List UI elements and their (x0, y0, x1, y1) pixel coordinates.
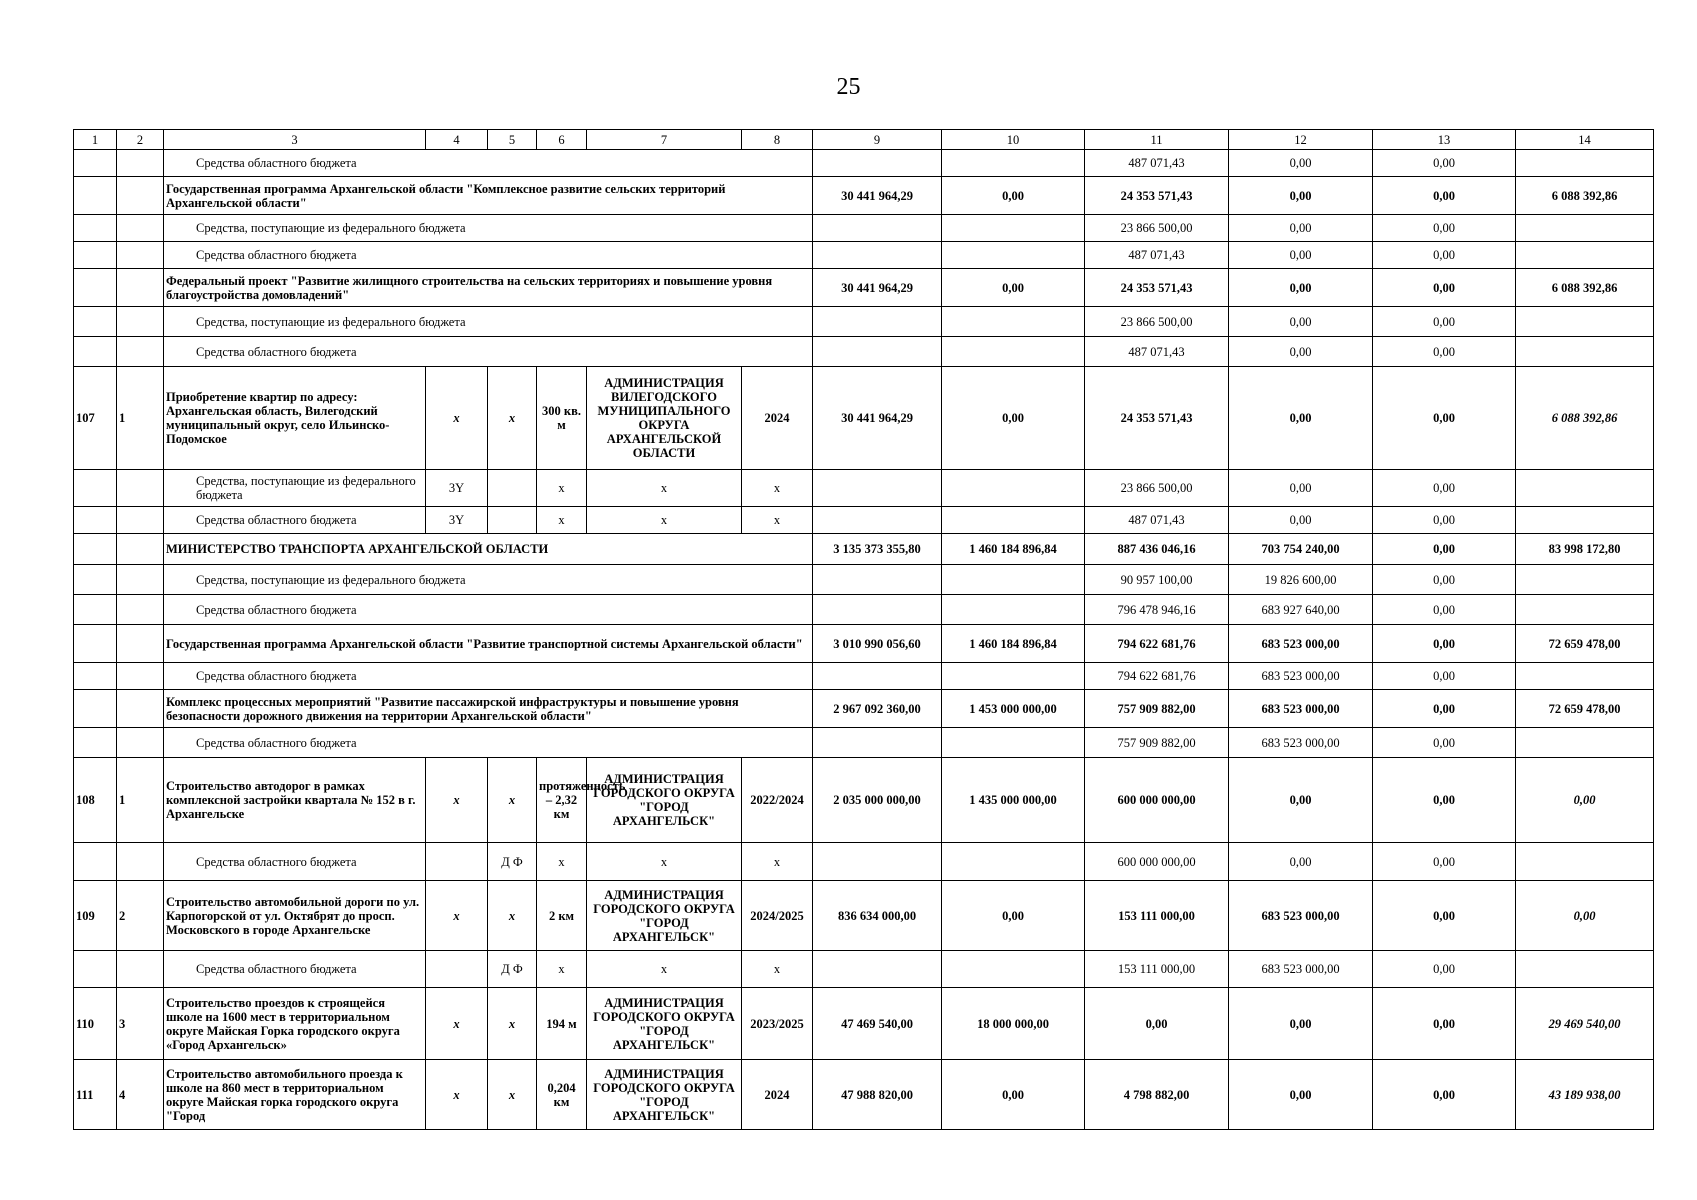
table-row-sub (74, 663, 1654, 690)
object-description: Строительство автодорог в рамках комплексной застройки квартала № 152 в г. Архангельске (164, 758, 426, 843)
remaining-cost-cell (1516, 951, 1654, 988)
object-index: 4 (117, 1060, 164, 1130)
year-2026-cell: 0,00 (1373, 534, 1516, 565)
year-2025-cell: 0,00 (1229, 988, 1373, 1060)
object-capacity: 300 кв. м (537, 367, 587, 470)
remaining-cost-cell: 72 659 478,00 (1516, 690, 1654, 728)
object-customer: АДМИНИСТРАЦИЯ ГОРОДСКОГО ОКРУГА "ГОРОД АРХАНГЕЛЬСК" (587, 881, 742, 951)
year-2025-cell: 683 523 000,00 (1229, 728, 1373, 758)
year-2025-cell: 683 523 000,00 (1229, 663, 1373, 690)
program-title: Государственная программа Архангельской области "Развитие транспортной системы Архангельской области" (164, 625, 813, 663)
year-2026-cell: 0,00 (1373, 728, 1516, 758)
row-index-cell (117, 177, 164, 215)
total-cost-cell: 47 988 820,00 (813, 1060, 942, 1130)
total-cost-cell (813, 307, 942, 337)
table-row-program (74, 534, 1654, 565)
source-years: х (742, 470, 813, 507)
prior-funding-cell: 0,00 (942, 881, 1085, 951)
object-code-4: х (426, 881, 488, 951)
remaining-cost-cell: 29 469 540,00 (1516, 988, 1654, 1060)
table-row-sub (74, 565, 1654, 595)
table-row-program (74, 269, 1654, 307)
total-cost-cell (813, 150, 942, 177)
object-number: 107 (74, 367, 117, 470)
budget-table (73, 129, 1654, 1130)
total-cost-cell (813, 507, 942, 534)
year-2026-cell: 0,00 (1373, 470, 1516, 507)
year-2024-cell: 757 909 882,00 (1085, 728, 1229, 758)
year-2026-cell: 0,00 (1373, 663, 1516, 690)
year-2026-cell: 0,00 (1373, 507, 1516, 534)
object-description: Строительство проездов к строящейся школе на 1600 мест в территориальном округе Майская Горка городского округа «Город Архангельск» (164, 988, 426, 1060)
object-code-5: х (488, 758, 537, 843)
object-customer: АДМИНИСТРАЦИЯ ВИЛЕГОДСКОГО МУНИЦИПАЛЬНОГО ОКРУГА АРХАНГЕЛЬСКОЙ ОБЛАСТИ (587, 367, 742, 470)
prior-funding-cell (942, 337, 1085, 367)
row-number-cell (74, 337, 117, 367)
source-years: х (742, 843, 813, 881)
year-2026-cell: 0,00 (1373, 988, 1516, 1060)
year-2024-cell: 90 957 100,00 (1085, 565, 1229, 595)
funding-source-label: Средства областного бюджета (164, 150, 813, 177)
total-cost-cell (813, 843, 942, 881)
program-title: Федеральный проект "Развитие жилищного строительства на сельских территориях и повышение уровня благоустройства домовладений" (164, 269, 813, 307)
table-row-sub (74, 150, 1654, 177)
year-2024-cell: 23 866 500,00 (1085, 215, 1229, 242)
row-index-cell (117, 215, 164, 242)
source-capacity: х (537, 951, 587, 988)
remaining-cost-cell: 72 659 478,00 (1516, 625, 1654, 663)
prior-funding-cell (942, 507, 1085, 534)
row-index-cell (117, 269, 164, 307)
year-2026-cell: 0,00 (1373, 758, 1516, 843)
source-years: х (742, 951, 813, 988)
column-number: 4 (426, 130, 488, 150)
prior-funding-cell: 0,00 (942, 367, 1085, 470)
funding-source-label: Средства областного бюджета (164, 242, 813, 269)
year-2024-cell: 23 866 500,00 (1085, 470, 1229, 507)
funding-source-label: Средства, поступающие из федерального бюджета (164, 307, 813, 337)
remaining-cost-cell (1516, 307, 1654, 337)
row-number-cell (74, 728, 117, 758)
table-row-objsub (74, 507, 1654, 534)
year-2025-cell: 683 523 000,00 (1229, 690, 1373, 728)
year-2026-cell: 0,00 (1373, 951, 1516, 988)
year-2026-cell: 0,00 (1373, 843, 1516, 881)
object-code-4: х (426, 988, 488, 1060)
object-index: 3 (117, 988, 164, 1060)
object-customer: АДМИНИСТРАЦИЯ ГОРОДСКОГО ОКРУГА "ГОРОД АРХАНГЕЛЬСК" (587, 988, 742, 1060)
total-cost-cell: 2 967 092 360,00 (813, 690, 942, 728)
remaining-cost-cell (1516, 470, 1654, 507)
column-number: 9 (813, 130, 942, 150)
source-code-5 (488, 470, 537, 507)
source-customer: х (587, 843, 742, 881)
object-customer: АДМИНИСТРАЦИЯ ГОРОДСКОГО ОКРУГА "ГОРОД АРХАНГЕЛЬСК" (587, 1060, 742, 1130)
year-2024-cell: 487 071,43 (1085, 507, 1229, 534)
year-2025-cell: 0,00 (1229, 337, 1373, 367)
total-cost-cell (813, 215, 942, 242)
table-row-sub (74, 307, 1654, 337)
year-2026-cell: 0,00 (1373, 242, 1516, 269)
source-code-5 (488, 507, 537, 534)
year-2025-cell: 0,00 (1229, 177, 1373, 215)
funding-source-label: Средства, поступающие из федерального бюджета (164, 215, 813, 242)
object-number: 108 (74, 758, 117, 843)
total-cost-cell (813, 242, 942, 269)
row-number-cell (74, 951, 117, 988)
remaining-cost-cell (1516, 507, 1654, 534)
year-2026-cell: 0,00 (1373, 177, 1516, 215)
row-index-cell (117, 728, 164, 758)
row-index-cell (117, 951, 164, 988)
year-2024-cell: 887 436 046,16 (1085, 534, 1229, 565)
funding-source-label: Средства областного бюджета (164, 951, 426, 988)
table-row-objsub (74, 951, 1654, 988)
object-number: 111 (74, 1060, 117, 1130)
object-capacity: 0,204 км (537, 1060, 587, 1130)
year-2026-cell: 0,00 (1373, 150, 1516, 177)
column-number: 8 (742, 130, 813, 150)
object-code-4: х (426, 1060, 488, 1130)
table-row-object (74, 881, 1654, 951)
object-description: Строительство автомобильного проезда к школе на 860 мест в территориальном округе Майская горка городского округа "Город (164, 1060, 426, 1130)
remaining-cost-cell: 83 998 172,80 (1516, 534, 1654, 565)
row-index-cell (117, 625, 164, 663)
source-customer: х (587, 470, 742, 507)
remaining-cost-cell: 0,00 (1516, 758, 1654, 843)
object-number: 109 (74, 881, 117, 951)
remaining-cost-cell: 6 088 392,86 (1516, 367, 1654, 470)
year-2026-cell: 0,00 (1373, 367, 1516, 470)
row-index-cell (117, 242, 164, 269)
year-2024-cell: 4 798 882,00 (1085, 1060, 1229, 1130)
object-code-5: х (488, 367, 537, 470)
prior-funding-cell: 1 460 184 896,84 (942, 534, 1085, 565)
object-description: Строительство автомобильной дороги по ул. Карпогорской от ул. Октябрят до просп. Московского в городе Архангельске (164, 881, 426, 951)
column-number: 10 (942, 130, 1085, 150)
remaining-cost-cell (1516, 728, 1654, 758)
row-index-cell (117, 663, 164, 690)
remaining-cost-cell: 43 189 938,00 (1516, 1060, 1654, 1130)
total-cost-cell (813, 663, 942, 690)
object-code-4: х (426, 758, 488, 843)
total-cost-cell: 30 441 964,29 (813, 269, 942, 307)
page-number: 25 (836, 74, 861, 100)
object-years: 2022/2024 (742, 758, 813, 843)
year-2026-cell: 0,00 (1373, 625, 1516, 663)
program-title: Комплекс процессных мероприятий "Развитие пассажирской инфраструктуры и повышение уровня безопасности дорожного движения на территории Архангельской области" (164, 690, 813, 728)
total-cost-cell (813, 470, 942, 507)
object-capacity: протяженность – 2,32 км (537, 758, 587, 843)
prior-funding-cell (942, 150, 1085, 177)
total-cost-cell: 2 035 000 000,00 (813, 758, 942, 843)
total-cost-cell: 836 634 000,00 (813, 881, 942, 951)
year-2024-cell: 794 622 681,76 (1085, 663, 1229, 690)
total-cost-cell (813, 595, 942, 625)
table-row-sub (74, 215, 1654, 242)
year-2026-cell: 0,00 (1373, 269, 1516, 307)
source-code-4 (426, 843, 488, 881)
year-2025-cell: 0,00 (1229, 507, 1373, 534)
program-title: МИНИСТЕРСТВО ТРАНСПОРТА АРХАНГЕЛЬСКОЙ ОБЛАСТИ (164, 534, 813, 565)
year-2025-cell: 0,00 (1229, 215, 1373, 242)
column-number: 2 (117, 130, 164, 150)
object-index: 1 (117, 367, 164, 470)
prior-funding-cell: 0,00 (942, 177, 1085, 215)
prior-funding-cell (942, 951, 1085, 988)
row-number-cell (74, 625, 117, 663)
year-2024-cell: 600 000 000,00 (1085, 758, 1229, 843)
remaining-cost-cell (1516, 150, 1654, 177)
prior-funding-cell (942, 470, 1085, 507)
row-index-cell (117, 565, 164, 595)
prior-funding-cell: 1 460 184 896,84 (942, 625, 1085, 663)
table-row-object (74, 758, 1654, 843)
row-number-cell (74, 534, 117, 565)
year-2026-cell: 0,00 (1373, 565, 1516, 595)
row-number-cell (74, 595, 117, 625)
row-index-cell (117, 843, 164, 881)
total-cost-cell: 30 441 964,29 (813, 177, 942, 215)
prior-funding-cell: 0,00 (942, 269, 1085, 307)
object-code-4: х (426, 367, 488, 470)
year-2025-cell: 19 826 600,00 (1229, 565, 1373, 595)
year-2025-cell: 0,00 (1229, 1060, 1373, 1130)
year-2024-cell: 796 478 946,16 (1085, 595, 1229, 625)
total-cost-cell: 30 441 964,29 (813, 367, 942, 470)
funding-source-label: Средства областного бюджета (164, 595, 813, 625)
remaining-cost-cell: 6 088 392,86 (1516, 177, 1654, 215)
table-row-sub (74, 337, 1654, 367)
year-2026-cell: 0,00 (1373, 215, 1516, 242)
prior-funding-cell: 1 453 000 000,00 (942, 690, 1085, 728)
column-number: 11 (1085, 130, 1229, 150)
table-row-program (74, 625, 1654, 663)
total-cost-cell: 3 010 990 056,60 (813, 625, 942, 663)
column-number: 14 (1516, 130, 1654, 150)
row-number-cell (74, 177, 117, 215)
year-2026-cell: 0,00 (1373, 881, 1516, 951)
year-2025-cell: 0,00 (1229, 307, 1373, 337)
row-index-cell (117, 690, 164, 728)
row-number-cell (74, 690, 117, 728)
prior-funding-cell (942, 565, 1085, 595)
year-2025-cell: 0,00 (1229, 758, 1373, 843)
row-index-cell (117, 470, 164, 507)
year-2024-cell: 24 353 571,43 (1085, 269, 1229, 307)
row-index-cell (117, 534, 164, 565)
remaining-cost-cell: 6 088 392,86 (1516, 269, 1654, 307)
row-number-cell (74, 269, 117, 307)
remaining-cost-cell (1516, 595, 1654, 625)
funding-source-label: Средства областного бюджета (164, 507, 426, 534)
table-row-sub (74, 242, 1654, 269)
total-cost-cell (813, 565, 942, 595)
row-number-cell (74, 663, 117, 690)
year-2024-cell: 153 111 000,00 (1085, 951, 1229, 988)
funding-source-label: Средства, поступающие из федерального бюджета (164, 565, 813, 595)
year-2024-cell: 487 071,43 (1085, 242, 1229, 269)
year-2024-cell: 757 909 882,00 (1085, 690, 1229, 728)
year-2025-cell: 683 523 000,00 (1229, 881, 1373, 951)
year-2024-cell: 487 071,43 (1085, 337, 1229, 367)
remaining-cost-cell (1516, 663, 1654, 690)
row-number-cell (74, 507, 117, 534)
year-2024-cell: 0,00 (1085, 988, 1229, 1060)
object-capacity: 2 км (537, 881, 587, 951)
funding-source-label: Средства, поступающие из федерального бюджета (164, 470, 426, 507)
year-2024-cell: 23 866 500,00 (1085, 307, 1229, 337)
row-number-cell (74, 242, 117, 269)
funding-source-label: Средства областного бюджета (164, 337, 813, 367)
row-number-cell (74, 215, 117, 242)
column-number: 3 (164, 130, 426, 150)
object-index: 1 (117, 758, 164, 843)
remaining-cost-cell (1516, 337, 1654, 367)
row-number-cell (74, 565, 117, 595)
total-cost-cell: 47 469 540,00 (813, 988, 942, 1060)
source-customer: х (587, 507, 742, 534)
table-row-object (74, 367, 1654, 470)
year-2025-cell: 0,00 (1229, 242, 1373, 269)
column-number: 5 (488, 130, 537, 150)
year-2026-cell: 0,00 (1373, 337, 1516, 367)
object-index: 2 (117, 881, 164, 951)
year-2025-cell: 0,00 (1229, 269, 1373, 307)
source-capacity: х (537, 843, 587, 881)
source-code-4 (426, 951, 488, 988)
table-body (74, 130, 1654, 1130)
row-number-cell (74, 843, 117, 881)
table-row-sub (74, 595, 1654, 625)
funding-source-label: Средства областного бюджета (164, 663, 813, 690)
row-index-cell (117, 150, 164, 177)
source-code-4: 3Y (426, 507, 488, 534)
source-capacity: х (537, 507, 587, 534)
year-2024-cell: 600 000 000,00 (1085, 843, 1229, 881)
row-number-cell (74, 307, 117, 337)
table-row-object (74, 1060, 1654, 1130)
year-2024-cell: 24 353 571,43 (1085, 367, 1229, 470)
year-2025-cell: 0,00 (1229, 367, 1373, 470)
source-customer: х (587, 951, 742, 988)
year-2025-cell: 683 523 000,00 (1229, 625, 1373, 663)
column-number-row (74, 130, 1654, 150)
total-cost-cell (813, 951, 942, 988)
object-capacity: 194 м (537, 988, 587, 1060)
year-2025-cell: 683 523 000,00 (1229, 951, 1373, 988)
row-index-cell (117, 307, 164, 337)
table-row-sub (74, 728, 1654, 758)
program-title: Государственная программа Архангельской области "Комплексное развитие сельских территорий Архангельской области" (164, 177, 813, 215)
source-code-5: Д Ф (488, 843, 537, 881)
column-number: 1 (74, 130, 117, 150)
year-2026-cell: 0,00 (1373, 307, 1516, 337)
object-years: 2023/2025 (742, 988, 813, 1060)
total-cost-cell (813, 337, 942, 367)
remaining-cost-cell: 0,00 (1516, 881, 1654, 951)
year-2025-cell: 0,00 (1229, 843, 1373, 881)
object-years: 2024/2025 (742, 881, 813, 951)
prior-funding-cell: 0,00 (942, 1060, 1085, 1130)
funding-source-label: Средства областного бюджета (164, 728, 813, 758)
object-description: Приобретение квартир по адресу: Архангельская область, Вилегодский муниципальный округ, село Ильинско-Подомское (164, 367, 426, 470)
row-number-cell (74, 470, 117, 507)
remaining-cost-cell (1516, 565, 1654, 595)
column-number: 6 (537, 130, 587, 150)
object-customer: АДМИНИСТРАЦИЯ ГОРОДСКОГО ОКРУГА "ГОРОД АРХАНГЕЛЬСК" (587, 758, 742, 843)
table-row-objsub (74, 470, 1654, 507)
year-2025-cell: 703 754 240,00 (1229, 534, 1373, 565)
prior-funding-cell (942, 595, 1085, 625)
object-code-5: х (488, 1060, 537, 1130)
year-2025-cell: 0,00 (1229, 150, 1373, 177)
row-index-cell (117, 595, 164, 625)
column-number: 7 (587, 130, 742, 150)
table-row-objsub (74, 843, 1654, 881)
prior-funding-cell (942, 663, 1085, 690)
object-years: 2024 (742, 1060, 813, 1130)
object-number: 110 (74, 988, 117, 1060)
object-years: 2024 (742, 367, 813, 470)
year-2024-cell: 794 622 681,76 (1085, 625, 1229, 663)
prior-funding-cell (942, 215, 1085, 242)
object-code-5: х (488, 988, 537, 1060)
total-cost-cell (813, 728, 942, 758)
year-2025-cell: 0,00 (1229, 470, 1373, 507)
remaining-cost-cell (1516, 215, 1654, 242)
remaining-cost-cell (1516, 242, 1654, 269)
source-years: х (742, 507, 813, 534)
source-capacity: х (537, 470, 587, 507)
year-2026-cell: 0,00 (1373, 1060, 1516, 1130)
row-index-cell (117, 507, 164, 534)
funding-source-label: Средства областного бюджета (164, 843, 426, 881)
year-2024-cell: 487 071,43 (1085, 150, 1229, 177)
column-number: 13 (1373, 130, 1516, 150)
prior-funding-cell (942, 307, 1085, 337)
table-row-object (74, 988, 1654, 1060)
prior-funding-cell: 18 000 000,00 (942, 988, 1085, 1060)
table-row-program (74, 690, 1654, 728)
column-number: 12 (1229, 130, 1373, 150)
year-2025-cell: 683 927 640,00 (1229, 595, 1373, 625)
object-code-5: х (488, 881, 537, 951)
row-index-cell (117, 337, 164, 367)
prior-funding-cell (942, 728, 1085, 758)
source-code-4: 3Y (426, 470, 488, 507)
year-2026-cell: 0,00 (1373, 595, 1516, 625)
prior-funding-cell: 1 435 000 000,00 (942, 758, 1085, 843)
row-number-cell (74, 150, 117, 177)
year-2024-cell: 24 353 571,43 (1085, 177, 1229, 215)
prior-funding-cell (942, 242, 1085, 269)
year-2026-cell: 0,00 (1373, 690, 1516, 728)
source-code-5: Д Ф (488, 951, 537, 988)
year-2024-cell: 153 111 000,00 (1085, 881, 1229, 951)
table-row-program (74, 177, 1654, 215)
prior-funding-cell (942, 843, 1085, 881)
total-cost-cell: 3 135 373 355,80 (813, 534, 942, 565)
remaining-cost-cell (1516, 843, 1654, 881)
